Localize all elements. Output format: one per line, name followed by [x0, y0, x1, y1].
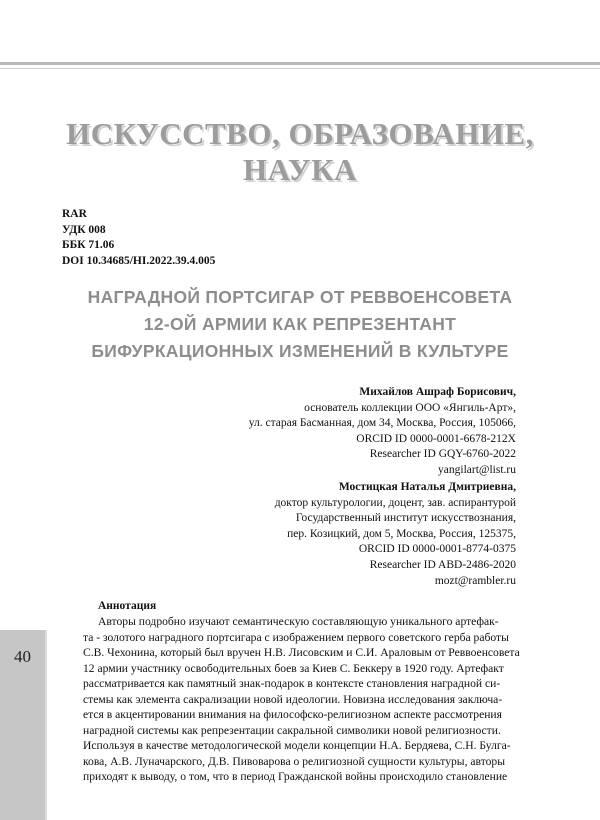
rar-code: RAR	[62, 208, 87, 220]
author-address: пер. Козицкий, дом 5, Москва, Россия, 125375,	[287, 527, 516, 540]
author-email: yangilart@list.ru	[438, 463, 516, 476]
author-orcid: ORCID ID 0000-0001-8774-0375	[358, 543, 516, 556]
classification-block	[62, 207, 215, 269]
abstract-line: С.В. Чехонина, который был вручен Н.В. Лисовским и С.И. Араловым от Реввоенсовета	[83, 646, 520, 659]
abstract-line: та - золотого наградного портсигара с изображением первого советского герба работы	[83, 630, 509, 644]
page-tab-edge	[45, 630, 47, 820]
author-organization: Государственный институт искусствознания,	[295, 512, 516, 525]
abstract-body	[83, 614, 520, 785]
top-divider	[0, 62, 600, 65]
author-role: основатель коллекции ООО «Янгиль-Арт»,	[304, 401, 516, 414]
abstract-line: рассматривается как памятный знак-подарок в контексте становления наградной си-	[83, 677, 501, 690]
udk-code: УДК 008	[62, 223, 106, 236]
abstract-line: Используя в качестве методологической модели концепции Н.А. Бердяева, С.Н. Булга-	[83, 739, 511, 752]
section-title-line2: НАУКА	[243, 152, 357, 187]
abstract-line: 12 армии участнику освободительных боев за Киев С. Беккеру в 1920 году. Артефакт	[83, 661, 504, 675]
doi-code: DOI 10.34685/HI.2022.39.4.005	[62, 254, 216, 267]
author-name: Михайлов Ашраф Борисович,	[359, 386, 516, 398]
abstract-line: ется в акцентировании внимания на философско-религиозном аспекте рассмотрения	[83, 708, 502, 721]
author-researcher-id: Researcher ID ABD-2486-2020	[369, 558, 516, 571]
author-block-1	[249, 385, 516, 479]
bbk-code: ББК 71.06	[62, 239, 115, 251]
article-title	[0, 284, 600, 365]
author-block-2	[275, 480, 516, 589]
section-title-line1: ИСКУССТВО, ОБРАЗОВАНИЕ,	[66, 116, 534, 151]
abstract-line: кова, А.В. Луначарского, Д.В. Пивоварова о религиозной сущности культуры, авторы	[83, 754, 506, 768]
abstract-line: наградной системы как репрезентации сакральной символики новой религиозности.	[83, 723, 501, 737]
author-address: ул. старая Басманная, дом 34, Москва, Россия, 105066,	[248, 417, 516, 430]
page-number: 40	[14, 647, 31, 666]
article-title-line3: БИФУРКАЦИОННЫХ ИЗМЕНЕНИЙ В КУЛЬТУРЕ	[91, 341, 509, 361]
abstract-line: стемы как элемента сакрализации новой идеологии. Новизна исследования заключа-	[83, 692, 503, 706]
author-name: Мостицкая Наталья Дмитриевна,	[338, 481, 516, 493]
abstract-heading: Аннотация	[98, 600, 157, 612]
top-divider-thin	[0, 68, 600, 69]
abstract-line: Авторы подробно изучают семантическую составляющую уникального артефак-	[98, 615, 499, 628]
article-title-line1: НАГРАДНОЙ ПОРТСИГАР ОТ РЕВВОЕНСОВЕТА	[87, 287, 513, 307]
author-role: доктор культурологии, доцент, зав. аспирантурой	[274, 496, 516, 509]
author-orcid: ORCID ID 0000-0001-6678-212X	[356, 432, 516, 445]
author-researcher-id: Researcher ID GQY-6760-2022	[369, 448, 516, 461]
abstract-line: приходят к выводу, о том, что в период Гражданской войны происходило становление	[83, 770, 508, 783]
author-email: mozt@rambler.ru	[434, 574, 516, 587]
article-title-line2: 12-ОЙ АРМИИ КАК РЕПРЕЗЕНТАНТ	[143, 314, 457, 334]
